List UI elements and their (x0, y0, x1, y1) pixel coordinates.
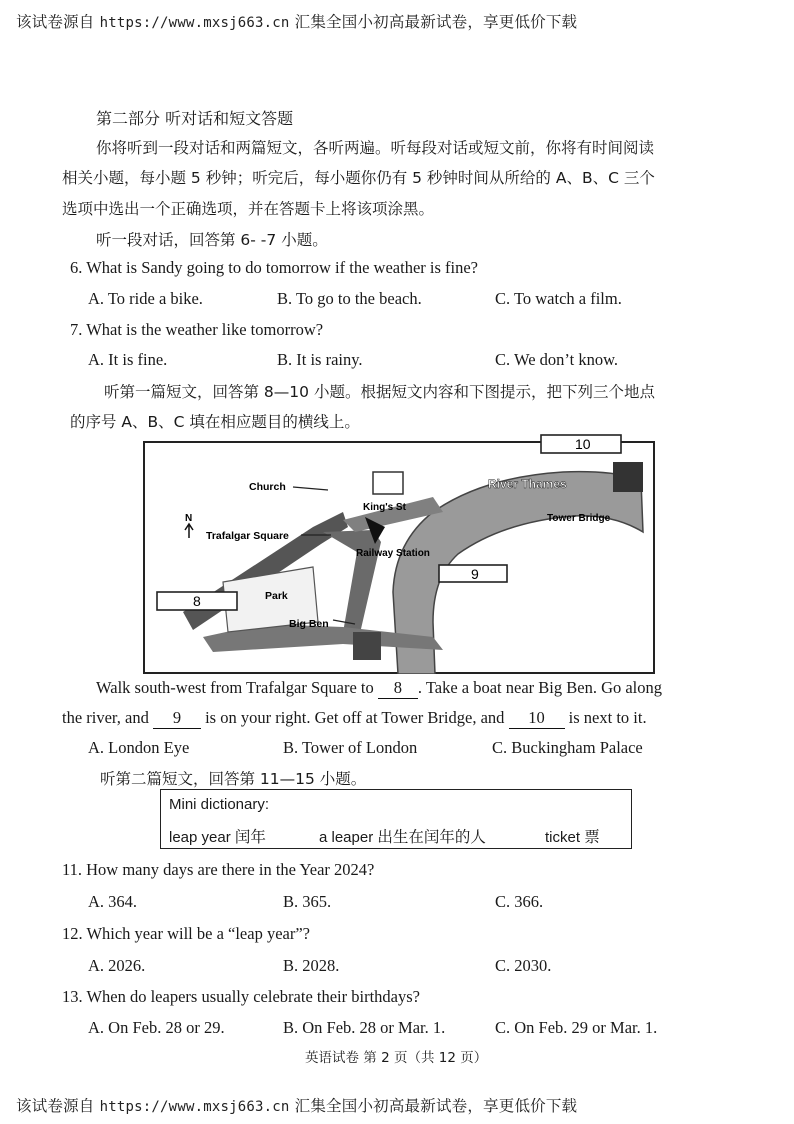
blank-8[interactable]: 8 (378, 678, 418, 699)
dictionary-e2-cn: 出生在闰年的人 (377, 828, 486, 846)
label-church: Church (249, 481, 286, 493)
q12-option-c[interactable]: C. 2030. (495, 956, 552, 975)
fill-s2-start: the river, and (62, 708, 149, 727)
dictionary-entry-ticket (545, 825, 600, 847)
fill-s1-start: Walk south-west from Trafalgar Square to (96, 678, 374, 697)
q12-option-b[interactable]: B. 2028. (283, 956, 340, 975)
q12-option-a[interactable]: A. 2026. (88, 956, 146, 975)
passage1-intro-line-1: 听第一篇短文，回答第 8—10 小题。根据短文内容和下图提示，把下列三个地点 (104, 383, 655, 401)
fill-s1-end: . Take a boat near Big Ben. Go along (417, 678, 663, 697)
banner-url[interactable]: https://www.mxsj663.cn (99, 1099, 290, 1115)
q11-stem: 11. How many days are there in the Year 2024? (62, 860, 375, 879)
q13-stem: 13. When do leapers usually celebrate their birthdays? (62, 987, 420, 1006)
dictionary-e1-en: leap year (169, 829, 231, 846)
label-railway-station: Railway Station (356, 548, 430, 559)
building-block (373, 472, 403, 494)
dictionary-title: Mini dictionary: (169, 796, 270, 813)
passage1-intro-line-2: 的序号 A、B、C 填在相应题目的横线上。 (70, 413, 360, 431)
q12-stem: 12. Which year will be a “leap year”? (62, 924, 310, 943)
banner-suffix: 汇集全国小初高最新试卷，享更低价下载 (294, 13, 578, 31)
q6-stem: 6. What is Sandy going to do tomorrow if the weather is fine? (70, 258, 478, 277)
fill-sentence-2 (62, 708, 647, 729)
map-box-8-label: 8 (193, 593, 201, 609)
q11-option-c[interactable]: C. 366. (495, 892, 544, 911)
north-label: N (185, 513, 193, 524)
dictionary-e3-en: ticket (545, 829, 581, 846)
source-banner-top (16, 10, 577, 32)
q13-option-a[interactable]: A. On Feb. 28 or 29. (88, 1018, 225, 1037)
fill-sentence-1 (96, 678, 662, 699)
dictionary-e1-cn: 闰年 (234, 828, 266, 846)
label-trafalgar-square: Trafalgar Square (206, 530, 289, 542)
blank-9[interactable]: 9 (153, 708, 201, 729)
big-ben-block (353, 632, 381, 660)
q11-option-b[interactable]: B. 365. (283, 892, 332, 911)
label-tower-bridge: Tower Bridge (547, 513, 611, 524)
q6-option-c[interactable]: C. To watch a film. (495, 289, 622, 308)
mini-dictionary-box (160, 789, 632, 849)
q13-option-b[interactable]: B. On Feb. 28 or Mar. 1. (283, 1018, 446, 1037)
map-box-9-label: 9 (471, 566, 479, 582)
q7-stem: 7. What is the weather like tomorrow? (70, 320, 324, 339)
instruction-line-3: 选项中选出一个正确选项，并在答题卡上将该项涂黑。 (62, 200, 435, 218)
tower-block (613, 462, 643, 492)
instruction-line-2: 相关小题，每小题 5 秒钟；听完后，每小题你仍有 5 秒钟时间从所给的 A、B、C 三个 (62, 169, 655, 187)
label-park: Park (265, 590, 288, 602)
dictionary-entry-leap-year (169, 825, 266, 847)
blank-10[interactable]: 10 (509, 708, 565, 729)
instruction-line-1: 你将听到一段对话和两篇短文，各听两遍。听每段对话或短文前，你将有时间阅读 (96, 139, 655, 157)
banner-prefix: 该试卷源自 (16, 13, 95, 31)
label-kings-st: King's St (363, 502, 406, 513)
label-river-thames: River Thames (488, 477, 567, 491)
dictionary-entry-leaper (319, 825, 486, 847)
banner-suffix: 汇集全国小初高最新试卷，享更低价下载 (294, 1097, 578, 1115)
page-footer: 英语试卷 第 2 页（共 12 页） (305, 1050, 488, 1066)
q13-option-c[interactable]: C. On Feb. 29 or Mar. 1. (495, 1018, 658, 1037)
dialogue-intro: 听一段对话，回答第 6- -7 小题。 (96, 231, 328, 249)
map-box-10-label: 10 (575, 436, 591, 452)
place-option-b[interactable]: B. Tower of London (283, 738, 418, 757)
banner-url[interactable]: https://www.mxsj663.cn (99, 15, 290, 31)
passage2-intro: 听第二篇短文，回答第 11—15 小题。 (100, 770, 367, 788)
q6-option-a[interactable]: A. To ride a bike. (88, 289, 203, 308)
london-map (143, 432, 655, 674)
fill-s2-end: is next to it. (568, 708, 647, 727)
place-option-a[interactable]: A. London Eye (88, 738, 190, 757)
q7-option-b[interactable]: B. It is rainy. (277, 350, 363, 369)
fill-s2-middle: is on your right. Get off at Tower Bridge, and (205, 708, 505, 727)
dictionary-e3-cn: 票 (584, 828, 600, 846)
source-banner-bottom (16, 1094, 577, 1116)
label-big-ben: Big Ben (289, 618, 329, 630)
q7-option-a[interactable]: A. It is fine. (88, 350, 168, 369)
q7-option-c[interactable]: C. We don’t know. (495, 350, 619, 369)
section-title: 第二部分 听对话和短文答题 (96, 109, 294, 128)
dictionary-e2-en: a leaper (319, 829, 374, 846)
q6-option-b[interactable]: B. To go to the beach. (277, 289, 422, 308)
q11-option-a[interactable]: A. 364. (88, 892, 138, 911)
place-option-c[interactable]: C. Buckingham Palace (492, 738, 643, 757)
banner-prefix: 该试卷源自 (16, 1097, 95, 1115)
